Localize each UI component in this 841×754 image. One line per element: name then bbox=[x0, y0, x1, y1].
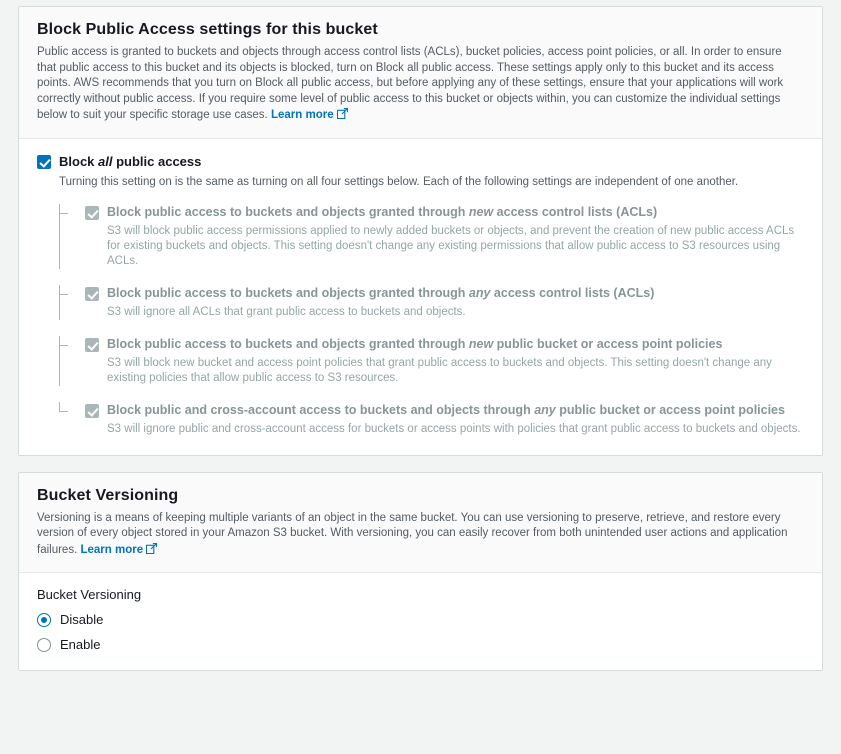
sub-setting-any-acls-label-prefix: Block public access to buckets and objects granted through bbox=[107, 285, 469, 300]
radio-enable-label: Enable bbox=[60, 637, 101, 652]
external-link-icon bbox=[337, 108, 348, 119]
block-all-public-access-row[interactable] bbox=[37, 153, 804, 170]
sub-setting-new-acls-label bbox=[107, 204, 657, 221]
sub-setting-new-acls bbox=[59, 204, 804, 269]
block-all-label-emphasis: all bbox=[98, 153, 113, 169]
bucket-versioning-option-enable[interactable] bbox=[37, 637, 804, 652]
sub-setting-any-acls-label-suffix: access control lists (ACLs) bbox=[490, 285, 655, 300]
page-title: Block Public Access settings for this bucket bbox=[37, 21, 378, 38]
sub-setting-any-policies-label-prefix: Block public and cross-account access to buckets and objects through bbox=[107, 402, 535, 417]
block-all-public-access-note: Turning this setting on is the same as turning on all four settings below. Each of the following settings are independent of one another. bbox=[59, 175, 739, 188]
block-public-access-learn-more-link[interactable] bbox=[271, 109, 348, 121]
sub-setting-any-policies-row[interactable] bbox=[85, 402, 804, 419]
sub-setting-any-acls-row[interactable] bbox=[85, 285, 804, 302]
bucket-versioning-description-text: Versioning is a means of keeping multiple variants of an object in the same bucket. You can use versioning to preserve, retrieve, and restore every version of every object stored in your Amazon S3 bucket. With versioning, you can easily recover from both unintended user actions and application failures. bbox=[37, 511, 788, 556]
block-public-access-sub-settings bbox=[59, 204, 804, 437]
block-all-label-prefix: Block bbox=[59, 153, 99, 169]
block-public-access-description-text: Public access is granted to buckets and objects through access control lists (ACLs), bucket policies, access point policies, or all. In order to ensure that public access to this bucket and its objects is blocked, turn on Block all public access. These settings apply only to this bucket and its access points. AWS recommends that you turn on Block all public access, but before applying any of these settings, ensure that your applications will work correctly without public access. If you require some level of public access to this bucket or objects within, you can customize the individual settings below to suit your specific storage use cases. bbox=[37, 46, 784, 121]
sub-setting-new-policies-label-emphasis: new bbox=[468, 336, 494, 351]
bucket-versioning-description bbox=[37, 511, 804, 559]
learn-more-label: Learn more bbox=[270, 109, 334, 121]
sub-setting-new-acls-row[interactable] bbox=[85, 204, 804, 221]
radio-disable[interactable] bbox=[37, 613, 51, 627]
bucket-versioning-field-label: Bucket Versioning bbox=[37, 587, 142, 602]
bucket-versioning-title: Bucket Versioning bbox=[37, 486, 179, 504]
sub-setting-any-policies-label-emphasis: any bbox=[534, 402, 556, 417]
sub-setting-new-policies-description: S3 will block new bucket and access point policies that grant public access to buckets and objects. This setting doesn't change any existing policies that allow public access to S3 resources. bbox=[107, 356, 772, 384]
sub-setting-new-policies-label-suffix: public bucket or access point policies bbox=[493, 336, 723, 351]
sub-setting-new-acls-label-emphasis: new bbox=[468, 204, 494, 219]
sub-setting-new-acls-checkbox[interactable] bbox=[85, 206, 99, 220]
bucket-versioning-option-disable[interactable] bbox=[37, 612, 804, 627]
sub-setting-any-policies bbox=[59, 402, 804, 437]
radio-disable-label: Disable bbox=[60, 612, 104, 627]
sub-setting-any-policies-description: S3 will ignore public and cross-account access for buckets or access points with policies that grant public access to buckets and objects. bbox=[107, 422, 801, 435]
block-public-access-header bbox=[19, 7, 822, 139]
block-all-public-access-checkbox[interactable] bbox=[37, 155, 51, 169]
sub-setting-new-acls-description: S3 will block public access permissions applied to newly added buckets or objects, and prevent the creation of new public access ACLs for existing buckets and objects. This setting doesn't change any existing permissions that allow public access to S3 resources using ACLs. bbox=[107, 224, 795, 267]
sub-setting-any-policies-label-suffix: public bucket or access point policies bbox=[555, 402, 785, 417]
block-public-access-body bbox=[19, 139, 822, 455]
radio-enable[interactable] bbox=[37, 638, 51, 652]
sub-setting-new-policies bbox=[59, 336, 804, 386]
sub-setting-any-policies-checkbox[interactable] bbox=[85, 404, 99, 418]
sub-setting-new-acls-label-suffix: access control lists (ACLs) bbox=[493, 204, 658, 219]
versioning-learn-more-label: Learn more bbox=[80, 543, 144, 556]
sub-setting-new-acls-label-prefix: Block public access to buckets and objects granted through bbox=[107, 204, 469, 219]
sub-setting-any-acls-label-emphasis: any bbox=[468, 285, 491, 300]
sub-setting-any-policies-label bbox=[107, 402, 785, 419]
block-all-label-suffix: public access bbox=[112, 153, 202, 169]
sub-setting-any-acls-description: S3 will ignore all ACLs that grant public access to buckets and objects. bbox=[107, 305, 466, 318]
block-public-access-card bbox=[18, 6, 823, 456]
sub-setting-new-policies-row[interactable] bbox=[85, 336, 804, 353]
bucket-versioning-body bbox=[19, 573, 822, 670]
sub-setting-any-acls bbox=[59, 285, 804, 320]
bucket-versioning-card bbox=[18, 472, 823, 672]
external-link-icon bbox=[146, 543, 157, 554]
bucket-versioning-header bbox=[19, 473, 822, 574]
sub-setting-new-policies-label bbox=[107, 336, 722, 353]
sub-setting-any-acls-label bbox=[107, 285, 654, 302]
sub-setting-new-policies-label-prefix: Block public access to buckets and objects granted through bbox=[107, 336, 469, 351]
sub-setting-any-acls-checkbox[interactable] bbox=[85, 287, 99, 301]
block-public-access-description bbox=[37, 45, 804, 124]
bucket-versioning-learn-more-link[interactable] bbox=[80, 544, 157, 556]
sub-setting-new-policies-checkbox[interactable] bbox=[85, 338, 99, 352]
block-all-public-access-label bbox=[59, 153, 201, 170]
